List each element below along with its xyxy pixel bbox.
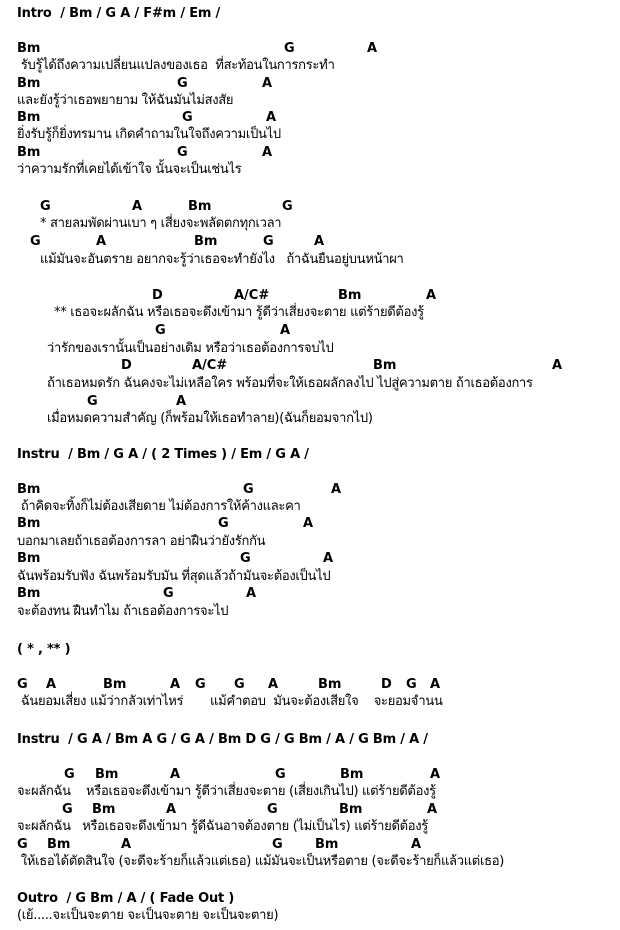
chord: A [268, 677, 279, 692]
chord: A [121, 837, 132, 852]
chord: Bm [47, 837, 71, 852]
chord: G [155, 323, 166, 338]
chord: G [275, 767, 286, 782]
chord: G [267, 802, 278, 817]
repeat-marker: ( * , ** ) [17, 642, 71, 657]
lyric-line: บอกมาเลยถ้าเธอต้องการลา อย่าฝืนว่ายังรักกัน [17, 534, 266, 549]
chord: D [121, 358, 132, 373]
lyric-line: ถ้าคิดจะทิ้งก็ไม่ต้องเสียดาย ไม่ต้องการให้ค้างและคา [17, 499, 301, 514]
chord: G [195, 677, 206, 692]
chord: G [218, 516, 229, 531]
chord: G [240, 551, 251, 566]
chord: A [552, 358, 563, 373]
chord: A [96, 234, 107, 249]
chord: Bm [17, 110, 41, 125]
chord: G [177, 76, 188, 91]
chord: A [176, 394, 187, 409]
chord: A [170, 767, 181, 782]
chord: A [367, 41, 378, 56]
chord: A [246, 586, 257, 601]
chord: G [30, 234, 41, 249]
chord: A/C# [192, 358, 228, 373]
chord: A [323, 551, 334, 566]
chord: G [284, 41, 295, 56]
chord: A [426, 288, 437, 303]
lyric-line: ** เธอจะผลักฉัน หรือเธอจะดึงเข้ามา รู้ดีว่าเสี่ยงจะตาย แต่ร้ายดีต้องรู้ [54, 305, 424, 320]
chord: A [430, 677, 441, 692]
chord: A [314, 234, 325, 249]
chord: Bm [17, 145, 41, 160]
chord: Bm [17, 482, 41, 497]
chord: Bm [17, 516, 41, 531]
chord: Bm [338, 288, 362, 303]
chord: Bm [17, 41, 41, 56]
chord: Bm [340, 767, 364, 782]
chord: Bm [318, 677, 342, 692]
instrumental-1-progression: Instru / Bm / G A / ( 2 Times ) / Em / G A / [17, 447, 309, 462]
lyric-line: จะผลักฉัน หรือเธอจะดึงเข้ามา รู้ดีฉันอาจต้องตาย (ไม่เป็นไร) แต่ร้ายดีต้องรู้ [17, 819, 428, 834]
lyric-line: ว่าความรักที่เคยได้เข้าใจ นั้นจะเป็นเช่นไร [17, 162, 242, 177]
outro-lyric: (เย้.....จะเป็นจะตาย จะเป็นจะตาย จะเป็นจะตาย) [17, 908, 279, 923]
chord: Bm [17, 551, 41, 566]
lyric-line: * สายลมพัดผ่านเบา ๆ เสี่ยงจะพลัดตกทุกเวลา [40, 216, 282, 231]
chord: G [17, 677, 28, 692]
chord: G [40, 199, 51, 214]
lyric-line: จะต้องทน ฝืนทำไม ถ้าเธอต้องการจะไป [17, 604, 229, 619]
chord: A [262, 76, 273, 91]
chord: A [166, 802, 177, 817]
chord: G [234, 677, 245, 692]
chord: A [280, 323, 291, 338]
chord: G [243, 482, 254, 497]
chord: Bm [188, 199, 212, 214]
outro-progression: Outro / G Bm / A / ( Fade Out ) [17, 891, 235, 906]
chord: A [303, 516, 314, 531]
chord: Bm [315, 837, 339, 852]
chord: Bm [17, 586, 41, 601]
chord: A [266, 110, 277, 125]
chord: D [381, 677, 392, 692]
lyric-line: เมื่อหมดความสำคัญ (ก็พร้อมให้เธอทำลาย)(ฉันก็ยอมจากไป) [47, 411, 373, 426]
lyric-line: ถ้าเธอหมดรัก ฉันคงจะไม่เหลือใคร พร้อมที่จะให้เธอผลักลงไป ไปสู่ความตาย ถ้าเธอต้องการ [47, 376, 533, 391]
chord: Bm [194, 234, 218, 249]
lyric-line: ว่ารักของเรานั้นเป็นอย่างเดิม หรือว่าเธอต้องการจบไป [47, 341, 334, 356]
chord: A [427, 802, 438, 817]
chord: G [17, 837, 28, 852]
chord: G [64, 767, 75, 782]
chord: Bm [103, 677, 127, 692]
lyric-line: จะผลักฉัน หรือเธอจะดึงเข้ามา รู้ดีว่าเสี่ยงจะตาย (เสี่ยงเกินไป) แต่ร้ายดีต้องรู้ [17, 784, 436, 799]
chord: Bm [17, 76, 41, 91]
chord: A [46, 677, 57, 692]
lyric-line: รับรู้ได้ถึงความเปลี่ยนแปลงของเธอ ที่สะท้อนในการกระทำ [17, 58, 335, 73]
lyric-line: ให้เธอได้ตัดสินใจ (จะดีจะร้ายก็แล้วแต่เธอ) แม้มันจะเป็นหรือตาย (จะดีจะร้ายก็แล้วแต่เธอ) [17, 854, 505, 869]
chord: G [282, 199, 293, 214]
chord: G [62, 802, 73, 817]
lyric-line: ยิ่งรับรู้ก็ยิ่งทรมาน เกิดคำถามในใจถึงความเป็นไป [17, 127, 281, 142]
chord: G [272, 837, 283, 852]
lyric-line: และยังรู้ว่าเธอพยายาม ให้ฉันมันไม่สงสัย [17, 93, 234, 108]
chord: Bm [339, 802, 363, 817]
intro-chord-progression: Intro / Bm / G A / F#m / Em / [17, 6, 221, 21]
chord: A [170, 677, 181, 692]
chord: A [331, 482, 342, 497]
chord: Bm [92, 802, 116, 817]
chord: D [152, 288, 163, 303]
chord: G [87, 394, 98, 409]
chord: A [430, 767, 441, 782]
lyric-line: แม้มันจะอันตราย อยากจะรู้ว่าเธอจะทำยังไง ถ้าฉันยืนอยู่บนหน้าผา [40, 252, 404, 267]
chord: A/C# [234, 288, 270, 303]
chord: A [132, 199, 143, 214]
chord: G [182, 110, 193, 125]
chord: G [406, 677, 417, 692]
instrumental-2-progression: Instru / G A / Bm A G / G A / Bm D G / G Bm / A / G Bm / A / [17, 732, 428, 747]
chord: A [262, 145, 273, 160]
chord: A [411, 837, 422, 852]
chord: G [177, 145, 188, 160]
lyric-line: ฉันยอมเสี่ยง แม้ว่ากลัวเท่าไหร่ แม้คำตอบ มันจะต้องเสียใจ จะยอมจำนน [17, 694, 443, 709]
chord: G [163, 586, 174, 601]
chord: Bm [373, 358, 397, 373]
lyric-line: ฉันพร้อมรับฟัง ฉันพร้อมรับมัน ที่สุดแล้วถ้ามันจะต้องเป็นไป [17, 569, 331, 584]
chord: G [263, 234, 274, 249]
chord: Bm [95, 767, 119, 782]
